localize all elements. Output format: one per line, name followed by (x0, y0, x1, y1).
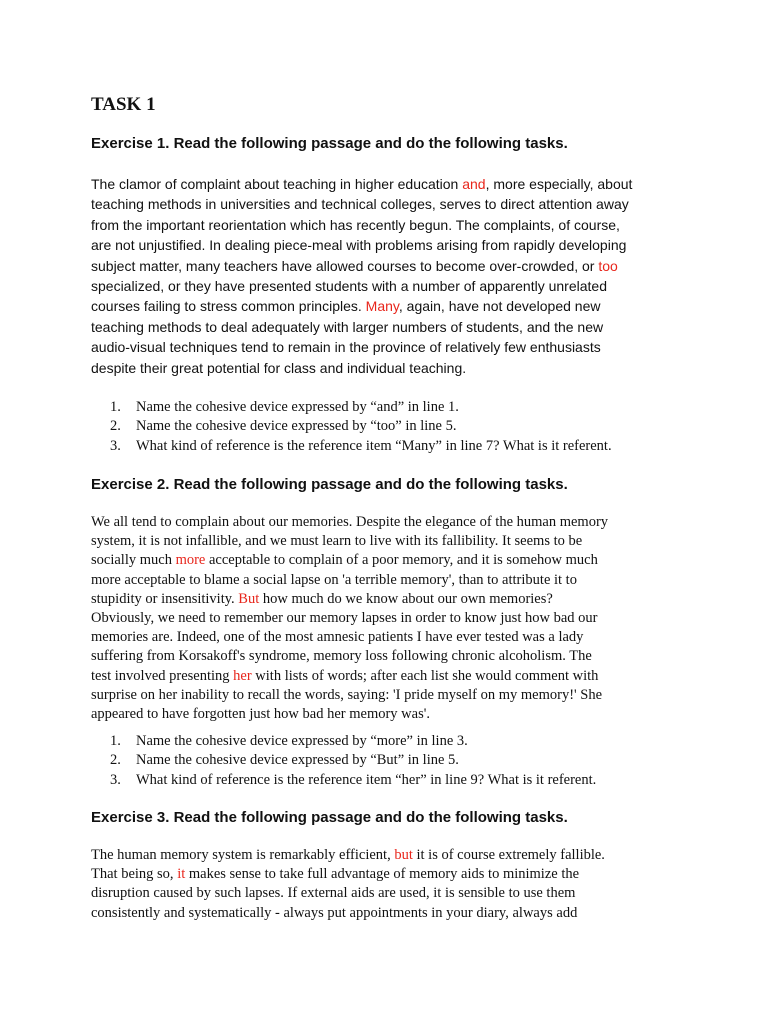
exercise-1-heading: Exercise 1. Read the following passage and do the following tasks. (91, 135, 568, 152)
text-run: memories are. Indeed, one of the most amnesic patients I have ever tested was a lady (91, 629, 584, 646)
passage-line (91, 296, 677, 316)
question-item (110, 417, 612, 436)
exercise-2-questions (110, 732, 596, 790)
passage-line (91, 194, 677, 214)
passage-line (91, 337, 677, 357)
text-run: subject matter, many teachers have allowed courses to become over-crowded, or (91, 257, 599, 274)
passage-line (91, 590, 677, 609)
text-run: suffering from Korsakoff's syndrome, memory loss following chronic alcoholism. The (91, 648, 592, 665)
question-item (110, 437, 612, 456)
passage-line (91, 628, 677, 647)
text-run: disruption caused by such lapses. If external aids are used, it is sensible to use them (91, 885, 576, 902)
question-text: What kind of reference is the reference item “Many” in line 7? What is it referent. (136, 437, 612, 454)
text-run: it is of course extremely fallible. (412, 847, 605, 863)
passage-line (91, 532, 677, 551)
question-number: 1. (110, 399, 121, 415)
text-run: , more especially, about (485, 176, 633, 192)
text-run: surprise on her inability to recall the words, saying: 'I pride myself on my memory!' She (91, 686, 603, 703)
passage-line (91, 846, 677, 865)
text-run: We all tend to complain about our memories. Despite the elegance of the human memory (91, 514, 609, 530)
text-run: That being so, (91, 866, 178, 883)
question-item (110, 732, 596, 751)
text-run: socially much (91, 552, 176, 569)
exercise-1-questions (110, 398, 612, 456)
passage-line (91, 647, 677, 666)
exercise-3-heading: Exercise 3. Read the following passage and do the following tasks. (91, 809, 568, 826)
text-run: The human memory system is remarkably efficient, (91, 847, 395, 863)
text-run: more acceptable to blame a social lapse on 'a terrible memory', than to attribute it to (91, 571, 577, 588)
highlighted-word: more (175, 552, 206, 569)
question-number: 2. (110, 418, 121, 435)
highlighted-word: Many (365, 298, 399, 315)
text-run: , again, have not developed new (398, 298, 601, 315)
text-run: courses failing to stress common principles. (91, 298, 366, 315)
question-text: Name the cohesive device expressed by “But” in line 5. (136, 752, 459, 769)
exercise-1-passage (91, 174, 677, 378)
question-number: 2. (110, 752, 121, 769)
passage-line (91, 609, 677, 628)
text-run: test involved presenting (91, 667, 234, 684)
passage-line (91, 276, 677, 296)
passage-line (91, 571, 677, 590)
passage-line (91, 865, 677, 884)
text-run: acceptable to complain of a poor memory, and it is somehow much (205, 552, 598, 569)
text-run: consistently and systematically - always put appointments in your diary, always add (91, 904, 578, 921)
text-run: specialized, or they have presented students with a number of apparently unrelated (91, 278, 607, 295)
task-title: TASK 1 (91, 94, 156, 115)
passage-line (91, 686, 677, 705)
text-run: how much do we know about our own memories? (259, 590, 553, 607)
highlighted-word: it (177, 866, 186, 883)
highlighted-word: but (394, 847, 413, 863)
question-text: Name the cohesive device expressed by “and” in line 1. (136, 399, 459, 415)
highlighted-word: too (598, 257, 618, 274)
text-run: Obviously, we need to remember our memory lapses in order to know just how bad our (91, 610, 598, 627)
highlighted-word: But (238, 590, 260, 607)
question-number: 1. (110, 733, 121, 749)
text-run: from the important reorientation which has recently begun. The complaints, of course, (91, 216, 620, 233)
text-run: with lists of words; after each list she would comment with (251, 667, 599, 684)
question-item (110, 751, 596, 770)
text-run: despite their great potential for class and individual teaching. (91, 359, 467, 376)
passage-line (91, 174, 677, 194)
passage-line (91, 215, 677, 235)
passage-line (91, 358, 677, 378)
text-run: makes sense to take full advantage of memory aids to minimize the (185, 866, 580, 883)
highlighted-word: her (233, 667, 252, 684)
text-run: teaching methods to deal adequately with larger numbers of students, and the new (91, 318, 604, 335)
question-number: 3. (110, 437, 121, 454)
question-text: Name the cohesive device expressed by “more” in line 3. (136, 733, 468, 749)
passage-line (91, 256, 677, 276)
passage-line (91, 904, 677, 923)
passage-line (91, 705, 677, 724)
text-run: system, it is not infallible, and we must learn to live with its fallibility. It seems to be (91, 533, 583, 550)
question-item (110, 398, 612, 417)
question-text: Name the cohesive device expressed by “too” in line 5. (136, 418, 457, 435)
question-text: What kind of reference is the reference item “her” in line 9? What is it referent. (136, 771, 597, 788)
text-run: The clamor of complaint about teaching in higher education (91, 176, 463, 192)
passage-line (91, 513, 677, 532)
passage-line (91, 884, 677, 903)
passage-line (91, 317, 677, 337)
passage-line (91, 235, 677, 255)
question-item (110, 771, 596, 790)
question-number: 3. (110, 771, 121, 788)
text-run: audio-visual techniques tend to remain in the province of relatively few enthusiasts (91, 339, 601, 356)
text-run: are not unjustified. In dealing piece-meal with problems arising from rapidly developing (91, 237, 627, 254)
passage-line (91, 667, 677, 686)
exercise-2-heading: Exercise 2. Read the following passage and do the following tasks. (91, 476, 568, 493)
exercise-2-passage (91, 513, 677, 724)
passage-line (91, 551, 677, 570)
text-run: teaching methods in universities and technical colleges, serves to direct attention away (91, 196, 629, 213)
text-run: appeared to have forgotten just how bad her memory was'. (91, 706, 430, 723)
highlighted-word: and (462, 176, 486, 192)
text-run: stupidity or insensitivity. (91, 590, 239, 607)
exercise-3-passage (91, 846, 677, 923)
